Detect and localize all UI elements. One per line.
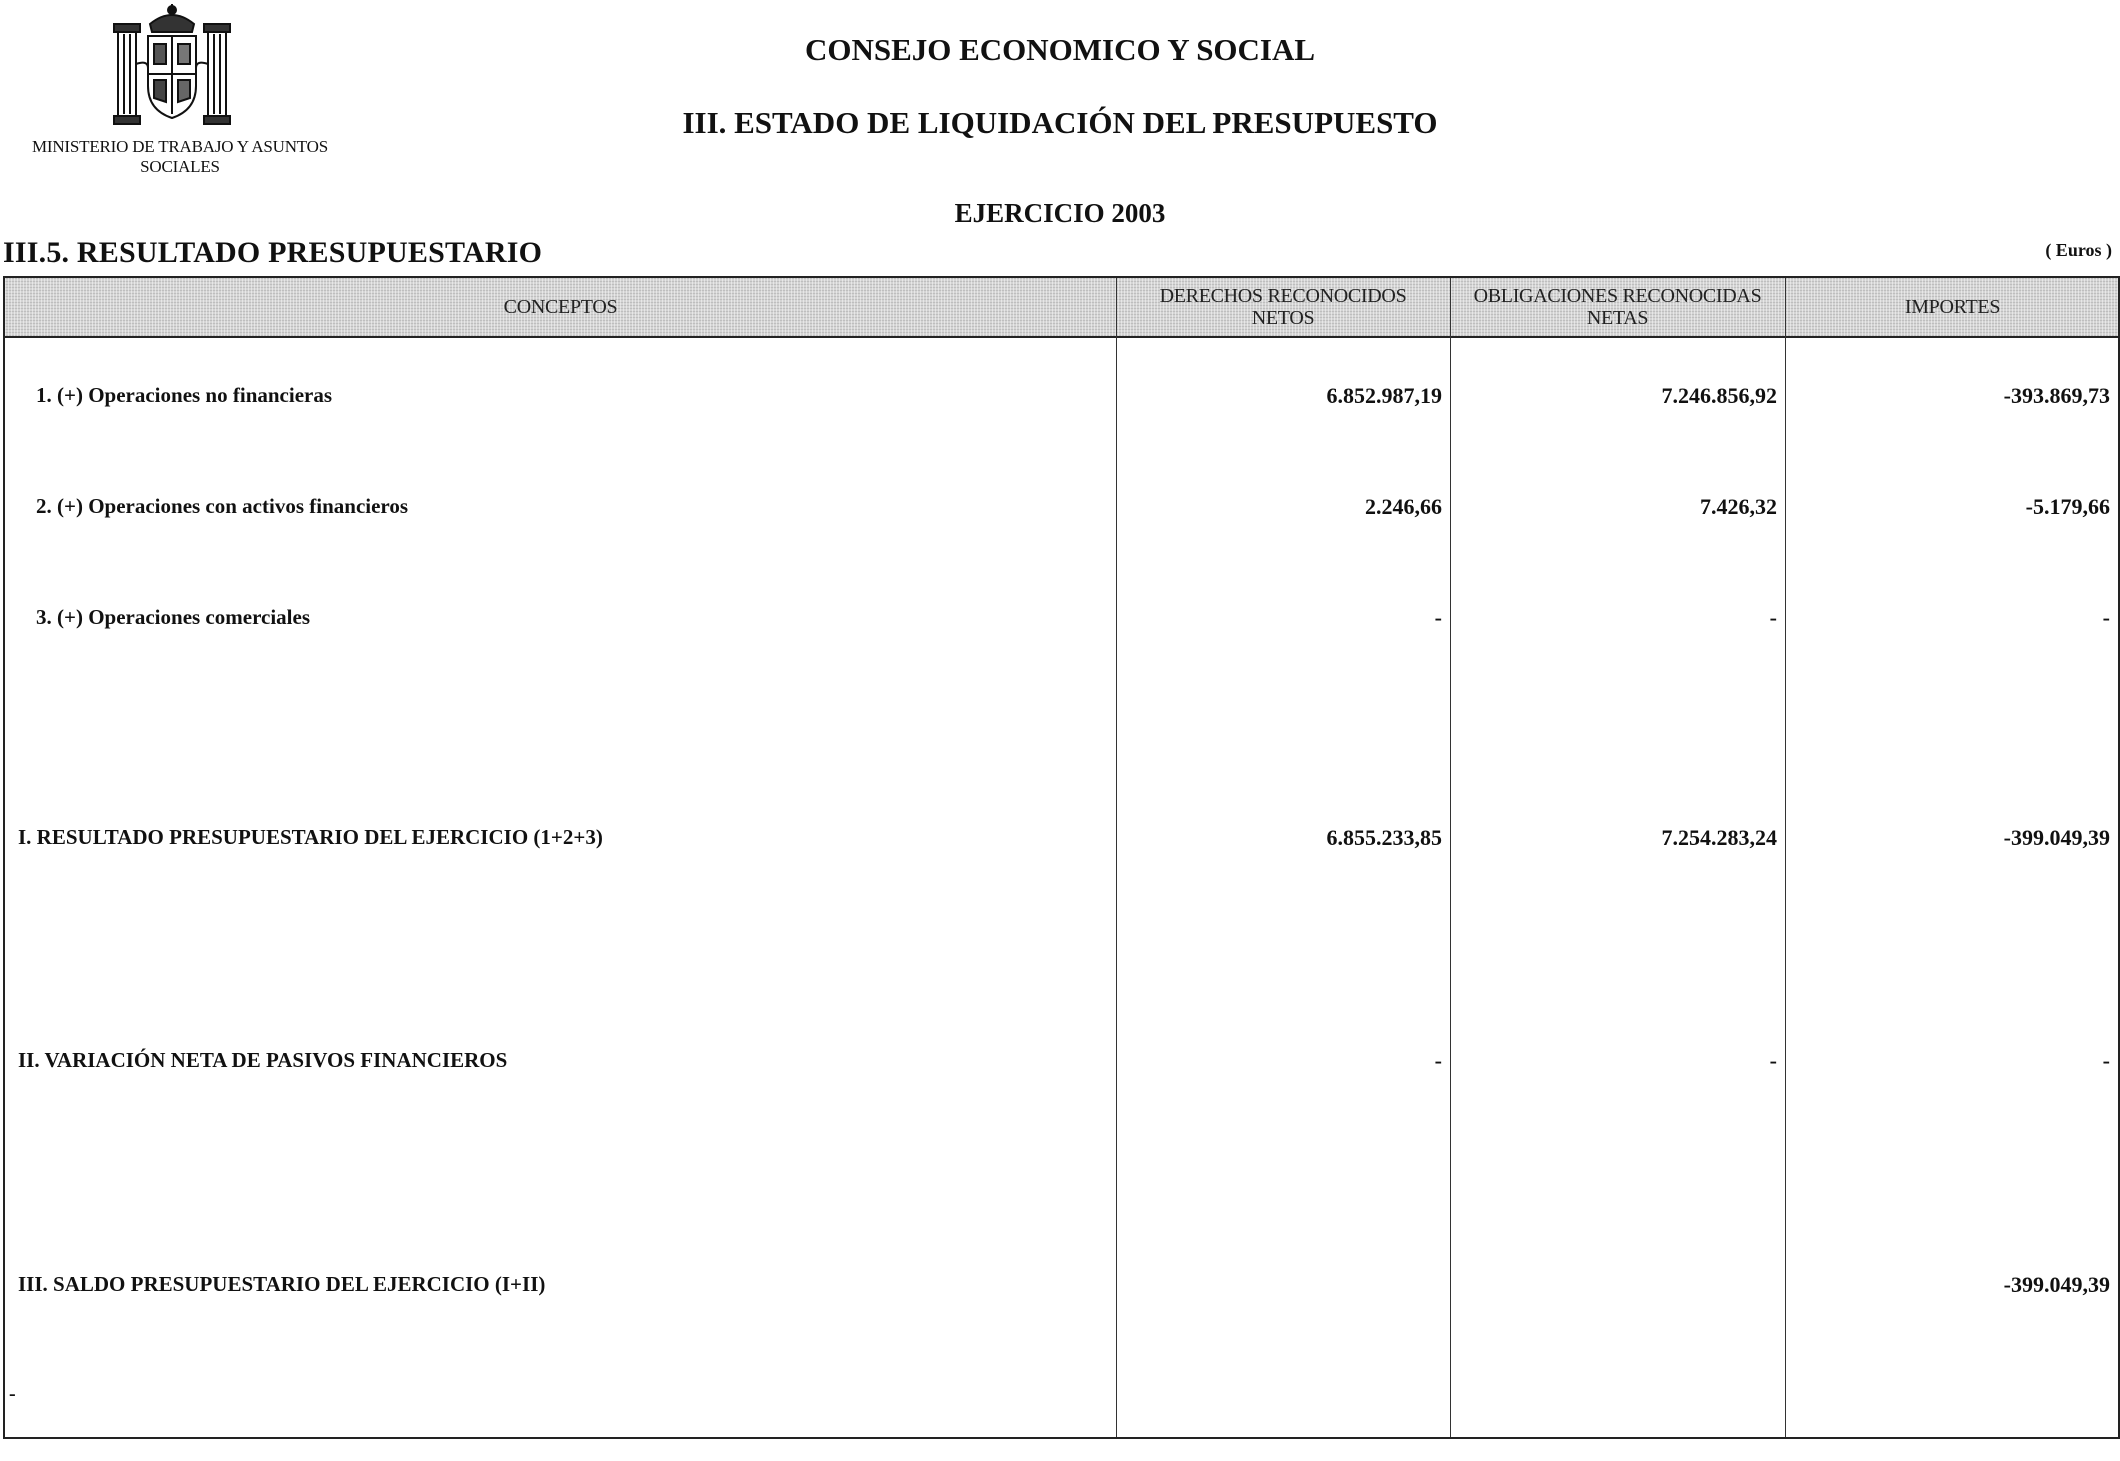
ministry-name: MINISTERIO DE TRABAJO Y ASUNTOS SOCIALES: [31, 137, 329, 176]
obligaciones-value: 7.426,32: [1700, 494, 1777, 519]
row-label: III. SALDO PRESUPUESTARIO DEL EJERCICIO (I+II): [18, 1272, 546, 1296]
importes-value: -: [2102, 1048, 2110, 1073]
header-obligaciones: [1450, 278, 1785, 336]
obligaciones-value: 7.254.283,24: [1661, 825, 1777, 850]
importes-value: -393.869,73: [2003, 383, 2110, 408]
importes-value: -: [2102, 605, 2110, 630]
coat-of-arms-icon: [112, 2, 232, 126]
importes-value: -5.179,66: [2025, 494, 2110, 519]
obligaciones-value: -: [1769, 605, 1777, 630]
fiscal-year: EJERCICIO 2003: [954, 198, 1166, 228]
results-table: [3, 276, 2120, 1439]
row-label: I. RESULTADO PRESUPUESTARIO DEL EJERCICIO (1+2+3): [18, 825, 603, 849]
derechos-value: -: [1434, 605, 1442, 630]
table-row: [5, 605, 2118, 639]
table-row: [5, 1048, 2118, 1082]
footer-mark: -: [9, 1383, 16, 1405]
importes-value: -399.049,39: [2003, 1272, 2110, 1297]
document-title: III. ESTADO DE LIQUIDACIÓN DEL PRESUPUESTO: [682, 105, 1438, 140]
units-label: ( Euros ): [2045, 240, 2112, 260]
row-label: 1. (+) Operaciones no financieras: [36, 383, 333, 407]
derechos-value: -: [1434, 1048, 1442, 1073]
header-derechos-label: DERECHOS RECONOCIDOS NETOS: [1159, 285, 1407, 329]
derechos-value: 2.246,66: [1365, 494, 1442, 519]
obligaciones-value: 7.246.856,92: [1661, 383, 1777, 408]
header-importes: IMPORTES: [1904, 296, 2001, 318]
section-title: III.5. RESULTADO PRESUPUESTARIO: [3, 236, 543, 269]
row-label: II. VARIACIÓN NETA DE PASIVOS FINANCIEROS: [18, 1048, 508, 1072]
obligaciones-value: -: [1769, 1048, 1777, 1073]
table-row: [5, 383, 2118, 417]
row-label: 3. (+) Operaciones comerciales: [36, 605, 310, 629]
organization-title: CONSEJO ECONOMICO Y SOCIAL: [804, 32, 1316, 67]
table-row: [5, 825, 2118, 859]
header-obligaciones-label: OBLIGACIONES RECONOCIDAS NETAS: [1473, 285, 1762, 329]
table-row: [5, 494, 2118, 528]
header-derechos: [1116, 278, 1450, 336]
row-label: 2. (+) Operaciones con activos financieros: [36, 494, 409, 518]
derechos-value: 6.852.987,19: [1326, 383, 1442, 408]
header-conceptos: CONCEPTOS: [503, 296, 618, 318]
importes-value: -399.049,39: [2003, 825, 2110, 850]
derechos-value: 6.855.233,85: [1326, 825, 1442, 850]
table-row: [5, 1272, 2118, 1306]
